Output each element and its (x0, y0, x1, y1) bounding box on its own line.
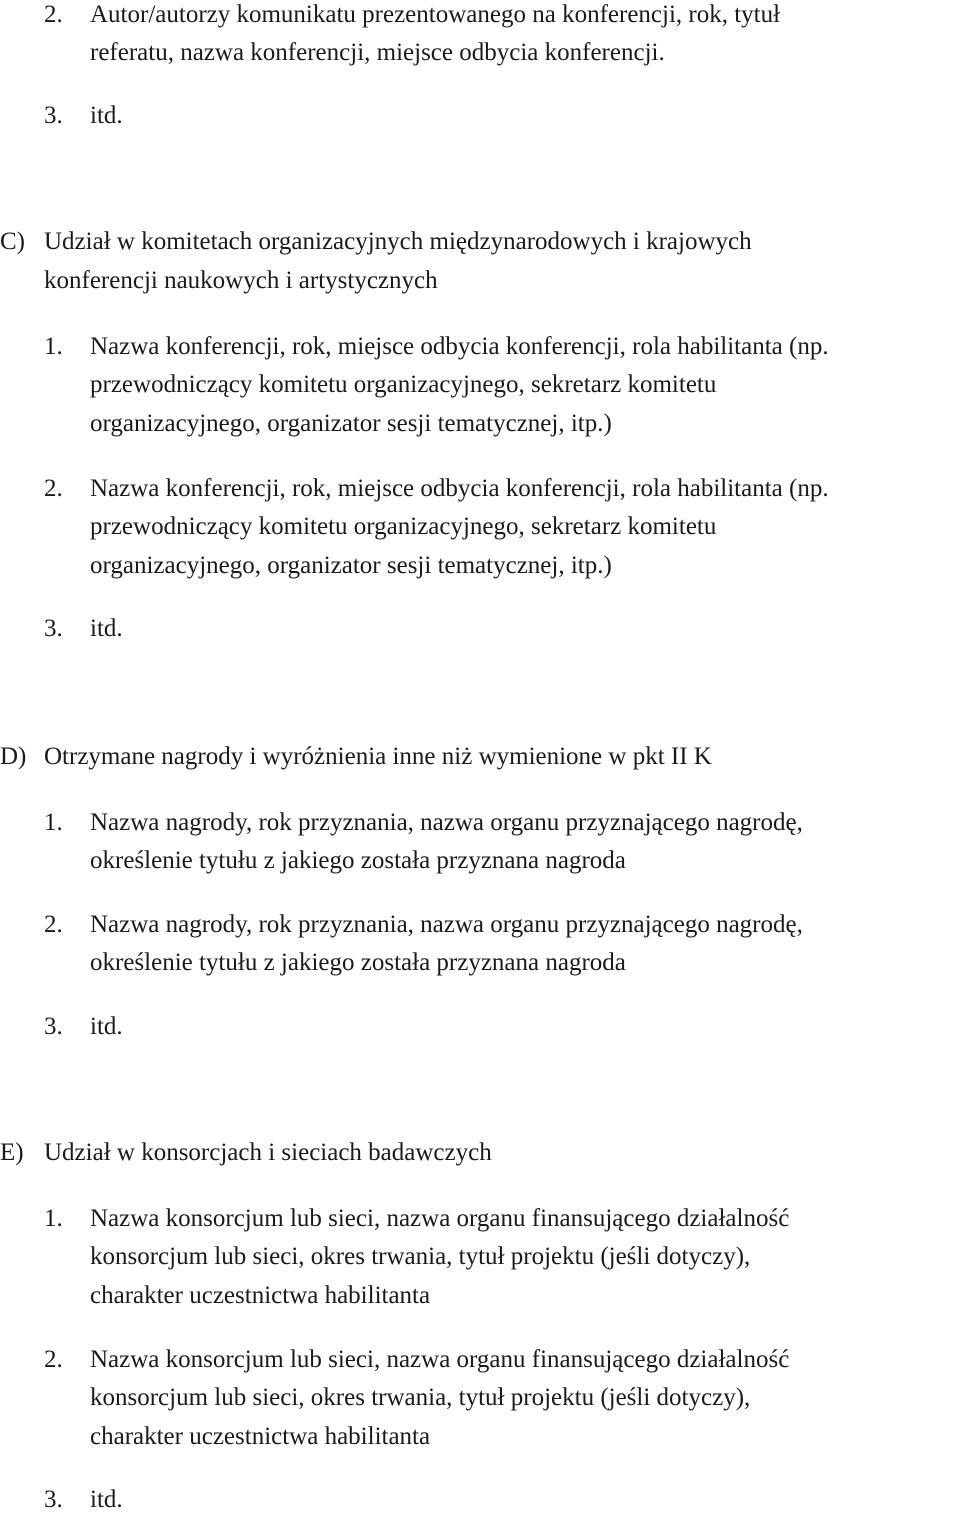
item-text-line: organizacyjnego, organizator sesji tematycznej, itp.) (90, 410, 612, 437)
item-number: 1. (44, 809, 63, 836)
item-number: 2. (44, 911, 63, 938)
item-text-line: Nazwa konferencji, rok, miejsce odbycia konferencji, rola habilitanta (np. (90, 333, 829, 360)
item-text-line: Nazwa nagrody, rok przyznania, nazwa organu przyznającego nagrodę, (90, 911, 803, 938)
item-text-line: charakter uczestnictwa habilitanta (90, 1423, 431, 1450)
item-text-line: referatu, nazwa konferencji, miejsce odbycia konferencji. (90, 39, 665, 66)
item-number: 2. (44, 1346, 63, 1373)
item-number: 1. (44, 1205, 63, 1232)
item-number: 2. (44, 475, 63, 502)
item-text-line: itd. (90, 1486, 123, 1513)
item-number: 3. (44, 1486, 63, 1513)
section-letter: D) (0, 743, 27, 770)
item-text-line: określenie tytułu z jakiego została przyznana nagroda (90, 949, 626, 976)
item-text-line: konsorcjum lub sieci, okres trwania, tytuł projektu (jeśli dotyczy), (90, 1384, 751, 1411)
item-text-line: przewodniczący komitetu organizacyjnego, sekretarz komitetu (90, 513, 717, 540)
item-text-line: itd. (90, 102, 123, 129)
item-text-line: charakter uczestnictwa habilitanta (90, 1282, 431, 1309)
section-heading: Otrzymane nagrody i wyróżnienia inne niż wymienione w pkt II K (44, 743, 712, 770)
section-heading-line: Udział w komitetach organizacyjnych międzynarodowych i krajowych (44, 228, 752, 255)
item-number: 3. (44, 615, 63, 642)
item-text-line: Nazwa nagrody, rok przyznania, nazwa organu przyznającego nagrodę, (90, 809, 803, 836)
section-letter: E) (0, 1139, 24, 1166)
item-number: 2. (44, 1, 63, 28)
item-text-line: Autor/autorzy komunikatu prezentowanego na konferencji, rok, tytuł (90, 1, 781, 28)
item-text-line: konsorcjum lub sieci, okres trwania, tytuł projektu (jeśli dotyczy), (90, 1243, 751, 1270)
item-text-line: określenie tytułu z jakiego została przyznana nagroda (90, 847, 626, 874)
item-text-line: Nazwa konsorcjum lub sieci, nazwa organu finansującego działalność (90, 1346, 790, 1373)
item-text-line: itd. (90, 615, 123, 642)
item-number: 3. (44, 102, 63, 129)
item-text-line: przewodniczący komitetu organizacyjnego, sekretarz komitetu (90, 371, 717, 398)
item-number: 1. (44, 333, 63, 360)
item-text-line: Nazwa konsorcjum lub sieci, nazwa organu finansującego działalność (90, 1205, 790, 1232)
item-text-line: Nazwa konferencji, rok, miejsce odbycia konferencji, rola habilitanta (np. (90, 475, 829, 502)
item-text-line: itd. (90, 1013, 123, 1040)
section-letter: C) (0, 228, 25, 255)
section-heading-line: konferencji naukowych i artystycznych (44, 267, 438, 294)
item-text-line: organizacyjnego, organizator sesji tematycznej, itp.) (90, 552, 612, 579)
item-number: 3. (44, 1013, 63, 1040)
section-heading: Udział w konsorcjach i sieciach badawczych (44, 1139, 492, 1166)
